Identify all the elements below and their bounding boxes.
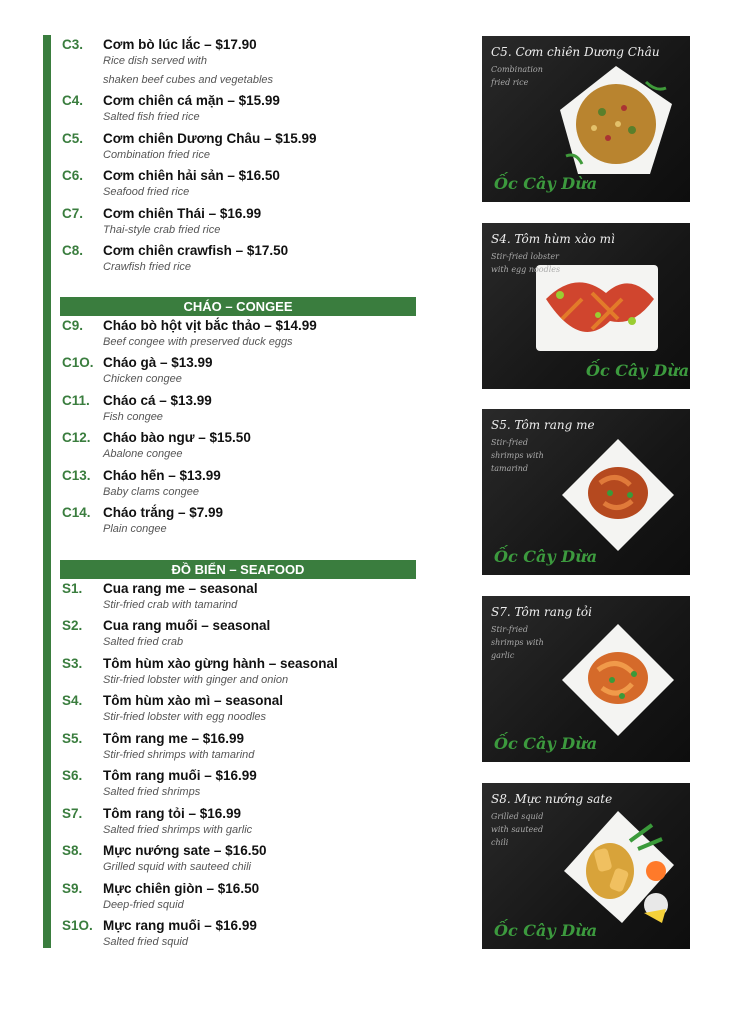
section-header-congee: CHÁO – CONGEE — [60, 297, 416, 316]
item-desc: Seafood fried rice — [103, 186, 190, 198]
photo-subcaption: Stir-fried lobster with egg noodles — [491, 252, 561, 274]
photo-caption: S5. Tôm rang me — [491, 418, 595, 432]
menu-item-s4 — [62, 691, 422, 729]
item-desc: Stir-fried lobster with egg noodles — [103, 711, 267, 723]
item-desc-line2: shaken beef cubes and vegetables — [103, 74, 274, 86]
menu-item-c10 — [62, 353, 422, 391]
menu-item-c4 — [62, 91, 422, 129]
item-name: Tôm rang tỏi – $16.99 — [103, 805, 242, 821]
item-code: S9. — [62, 880, 83, 896]
brand-logo: Ốc Cây Dừa — [494, 174, 598, 193]
item-desc: Stir-fried shrimps with tamarind — [103, 748, 255, 761]
item-desc: Salted fish fried rice — [103, 111, 200, 123]
item-name: Cháo trắng – $7.99 — [103, 505, 224, 520]
item-code: C4. — [62, 93, 84, 108]
photo-subcaption: Stir-fried shrimps with garlic — [491, 625, 544, 660]
item-name: Mực nướng sate – $16.50 — [103, 843, 267, 858]
item-code: C1O. — [62, 355, 94, 370]
item-name: Tôm hùm xào gừng hành – seasonal — [103, 655, 338, 671]
item-code: C5. — [62, 130, 84, 146]
photo-c5-fried-rice — [482, 36, 690, 202]
item-code: S7. — [62, 805, 83, 821]
item-code: C6. — [62, 168, 84, 183]
item-name: Cơm chiên Thái – $16.99 — [103, 205, 262, 221]
menu-item-s2 — [62, 616, 422, 654]
menu-item-c13 — [62, 466, 422, 504]
item-name: Cơm chiên hải sản – $16.50 — [103, 168, 280, 183]
item-name: Cháo bò hột vịt bắc thảo – $14.99 — [103, 317, 317, 333]
item-name: Cơm chiên cá mặn – $15.99 — [103, 93, 280, 108]
item-code: S4. — [62, 693, 83, 708]
item-code: S1. — [62, 580, 83, 596]
item-desc: Salted fried squid — [103, 936, 188, 948]
item-desc: Salted fried shrimps — [103, 786, 201, 798]
item-desc: Abalone congee — [103, 448, 183, 460]
item-code: C3. — [62, 37, 84, 52]
item-desc: Salted fried crab — [103, 636, 184, 648]
item-code: S8. — [62, 843, 83, 858]
brand-logo: Ốc Cây Dừa — [494, 547, 598, 566]
item-code: C12. — [62, 430, 91, 445]
menu-column — [62, 35, 422, 954]
item-code: C13. — [62, 467, 91, 483]
menu-item-s1 — [62, 579, 422, 617]
item-name: Cơm chiên crawfish – $17.50 — [103, 243, 289, 258]
photo-s8-grilled-squid — [482, 783, 690, 949]
item-code: C9. — [62, 317, 84, 333]
menu-item-c5 — [62, 129, 422, 167]
menu-item-s5 — [62, 729, 422, 767]
item-desc: Baby clams congee — [103, 485, 199, 498]
item-desc: Beef congee with preserved duck eggs — [103, 335, 293, 348]
menu-item-s6 — [62, 766, 422, 804]
item-code: S2. — [62, 618, 83, 633]
item-name: Mực chiên giòn – $16.50 — [103, 880, 260, 896]
item-code: S5. — [62, 730, 83, 746]
accent-bar — [43, 35, 51, 948]
item-code: S6. — [62, 768, 83, 783]
photo-caption: S8. Mực nướng sate — [491, 792, 613, 806]
item-desc: Crawfish fried rice — [103, 261, 192, 273]
item-name: Cơm bò lúc lắc – $17.90 — [103, 37, 257, 52]
menu-item-c6 — [62, 166, 422, 204]
item-name: Cháo bào ngư – $15.50 — [103, 430, 251, 445]
menu-item-s8 — [62, 841, 422, 879]
item-code: C7. — [62, 205, 84, 221]
menu-item-s9 — [62, 879, 422, 917]
item-desc: Thai-style crab fried rice — [103, 223, 221, 236]
item-desc: Rice dish served with — [103, 55, 207, 67]
item-desc: Combination fried rice — [103, 148, 210, 161]
menu-item-s10 — [62, 916, 422, 954]
item-desc: Deep-fried squid — [103, 898, 184, 911]
brand-logo: Ốc Cây Dừa — [586, 361, 690, 380]
item-name: Cua rang muối – seasonal — [103, 618, 271, 633]
item-code: C14. — [62, 505, 91, 520]
photo-s5-shrimp-tamarind — [482, 409, 690, 575]
menu-item-c11 — [62, 391, 422, 429]
item-name: Cháo gà – $13.99 — [103, 355, 213, 370]
item-name: Cháo hến – $13.99 — [103, 467, 221, 483]
item-name: Tôm hùm xào mì – seasonal — [103, 693, 284, 708]
menu-item-s7 — [62, 804, 422, 842]
item-code: C8. — [62, 243, 84, 258]
item-code: S3. — [62, 655, 83, 671]
item-name: Cháo cá – $13.99 — [103, 392, 212, 408]
item-desc: Stir-fried lobster with ginger and onion — [103, 673, 289, 686]
item-name: Mực rang muối – $16.99 — [103, 918, 257, 933]
photo-s4-lobster — [482, 223, 690, 389]
menu-item-c8 — [62, 241, 422, 279]
menu-item-c14 — [62, 503, 422, 541]
item-name: Tôm rang me – $16.99 — [103, 730, 245, 746]
brand-logo: Ốc Cây Dừa — [494, 734, 598, 753]
item-name: Cua rang me – seasonal — [103, 580, 258, 596]
photo-s7-shrimp-garlic — [482, 596, 690, 762]
photo-caption: S4. Tôm hùm xào mì — [491, 232, 615, 246]
item-name: Cơm chiên Dương Châu – $15.99 — [103, 130, 317, 146]
item-name: Tôm rang muối – $16.99 — [103, 768, 257, 783]
photo-subcaption: Grilled squid with sauteed chili — [491, 812, 544, 847]
item-desc: Salted fried shrimps with garlic — [103, 823, 253, 836]
item-desc: Plain congee — [103, 523, 167, 535]
menu-item-c3 — [62, 35, 422, 91]
section-header-seafood: ĐỒ BIỂN – SEAFOOD — [60, 560, 416, 579]
menu-item-c12 — [62, 428, 422, 466]
menu-item-s3 — [62, 654, 422, 692]
item-desc: Fish congee — [103, 410, 163, 423]
photo-subcaption: Stir-fried shrimps with tamarind — [491, 438, 544, 473]
item-desc: Stir-fried crab with tamarind — [103, 598, 238, 611]
menu-item-c7 — [62, 204, 422, 242]
photo-subcaption: Combination fried rice — [491, 65, 543, 87]
item-desc: Grilled squid with sauteed chili — [103, 861, 251, 873]
photo-caption: C5. Cơm chiên Dương Châu — [491, 45, 660, 59]
item-desc: Chicken congee — [103, 373, 182, 385]
menu-item-c9 — [62, 316, 422, 354]
item-code: C11. — [62, 392, 90, 408]
item-code: S1O. — [62, 918, 93, 933]
photo-caption: S7. Tôm rang tỏi — [491, 605, 592, 619]
brand-logo: Ốc Cây Dừa — [494, 921, 598, 940]
